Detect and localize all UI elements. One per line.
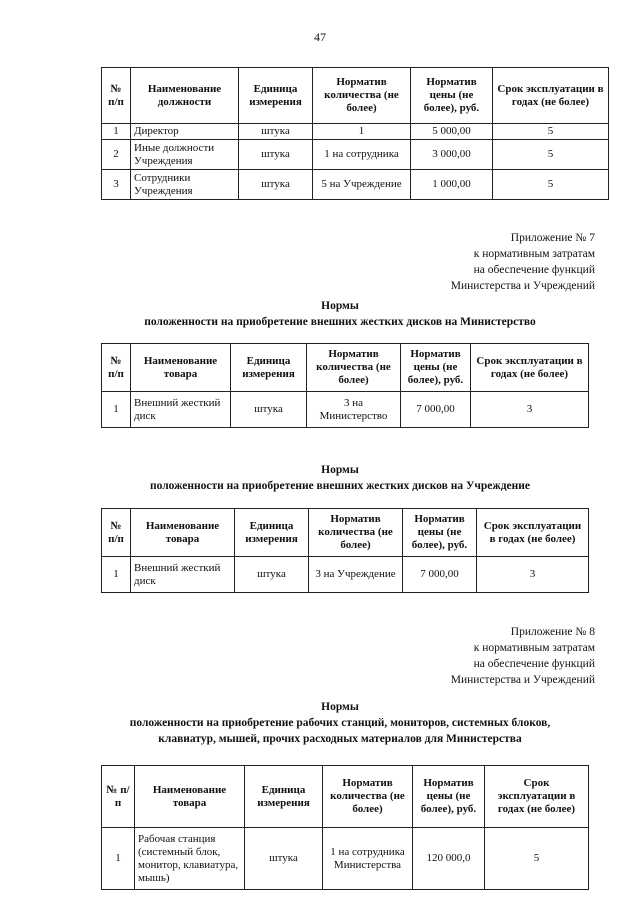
header-cell: Срок эксплуатации в годах (не более) — [485, 766, 589, 828]
page-number: 47 — [314, 30, 326, 44]
table-cell: 1 — [313, 124, 411, 140]
section-heading-ministry-disks — [60, 298, 620, 330]
section-heading-workstations — [60, 699, 620, 747]
heading-line: положенности на приобретение рабочих станций, мониторов, системных блоков, — [129, 717, 551, 729]
table-header-row — [102, 509, 589, 557]
table-cell: 5 — [493, 140, 609, 170]
appendix-7 — [451, 230, 595, 294]
appendix-line: Министерства и Учреждений — [450, 674, 595, 686]
appendix-line: на обеспечение функций — [473, 658, 595, 670]
table-cell: 3 — [471, 392, 589, 428]
table-cell: 1 на сотрудника — [313, 140, 411, 170]
header-cell: Норматив цены (не более), руб. — [403, 509, 477, 557]
table-cell: Внешний жесткий диск — [131, 557, 235, 593]
table-cell: 1 на сотрудника Министерства — [323, 828, 413, 890]
table-header-row — [102, 344, 589, 392]
header-cell: Единица измерения — [239, 68, 313, 124]
table-ministry-disks — [101, 343, 589, 428]
table-cell: 1 — [102, 392, 131, 428]
heading-line: Нормы — [321, 300, 359, 312]
table-header-row — [102, 766, 589, 828]
header-cell: Единица измерения — [235, 509, 309, 557]
table-row — [102, 124, 609, 140]
table-cell: штука — [239, 124, 313, 140]
header-cell: Наименование товара — [135, 766, 245, 828]
table-cell: 5 000,00 — [411, 124, 493, 140]
table-cell: 5 на Учреждение — [313, 170, 411, 200]
header-cell: Норматив количества (не более) — [323, 766, 413, 828]
table-cell: 2 — [102, 140, 131, 170]
appendix-line: к нормативным затратам — [473, 248, 595, 260]
header-cell: № п/п — [102, 766, 135, 828]
header-cell: № п/п — [102, 509, 131, 557]
table-cell: 5 — [485, 828, 589, 890]
header-cell: Норматив количества (не более) — [309, 509, 403, 557]
table-cell: Иные должности Учреждения — [131, 140, 239, 170]
table-cell: штука — [231, 392, 307, 428]
appendix-line: на обеспечение функций — [473, 264, 595, 276]
table-cell: 1 000,00 — [411, 170, 493, 200]
header-cell: Норматив цены (не более), руб. — [401, 344, 471, 392]
table-cell: 7 000,00 — [403, 557, 477, 593]
table-cell: 3 на Учреждение — [309, 557, 403, 593]
table-cell: 1 — [102, 828, 135, 890]
header-cell: Норматив цены (не более), руб. — [413, 766, 485, 828]
table-header-row — [102, 68, 609, 124]
header-cell: Наименование товара — [131, 344, 231, 392]
table-row — [102, 170, 609, 200]
appendix-line: Приложение № 7 — [510, 232, 595, 244]
appendix-line: Министерства и Учреждений — [450, 280, 595, 292]
table-cell: штука — [239, 170, 313, 200]
header-cell: Единица измерения — [231, 344, 307, 392]
header-cell: Срок эксплуатации в годах (не более) — [493, 68, 609, 124]
heading-line: Нормы — [321, 464, 359, 476]
table-cell: 3 на Министерство — [307, 392, 401, 428]
appendix-line: Приложение № 8 — [510, 626, 595, 638]
table-cell: 120 000,0 — [413, 828, 485, 890]
header-cell: Срок эксплуатации в годах (не более) — [477, 509, 589, 557]
appendix-8 — [451, 624, 595, 688]
table-cell: 5 — [493, 170, 609, 200]
heading-line: клавиатур, мышей, прочих расходных материалов для Министерства — [158, 733, 522, 745]
header-cell: Единица измерения — [245, 766, 323, 828]
appendix-line: к нормативным затратам — [473, 642, 595, 654]
table-cell: 1 — [102, 124, 131, 140]
table-institution-disks — [101, 508, 589, 593]
header-cell: № п/п — [102, 344, 131, 392]
header-cell: Наименование товара — [131, 509, 235, 557]
table-cell: 3 000,00 — [411, 140, 493, 170]
table-cell: 7 000,00 — [401, 392, 471, 428]
header-cell: № п/п — [102, 68, 131, 124]
table-row — [102, 140, 609, 170]
table-cell: Внешний жесткий диск — [131, 392, 231, 428]
table-row — [102, 557, 589, 593]
header-cell: Норматив количества (не более) — [313, 68, 411, 124]
table-cell: 3 — [477, 557, 589, 593]
heading-line: положенности на приобретение внешних жестких дисков на Министерство — [144, 316, 536, 328]
table-cell: Директор — [131, 124, 239, 140]
header-cell: Норматив количества (не более) — [307, 344, 401, 392]
table-cell: Сотрудники Учреждения — [131, 170, 239, 200]
table-cell: 5 — [493, 124, 609, 140]
heading-line: Нормы — [321, 701, 359, 713]
table-workstations — [101, 765, 589, 890]
table-cell: 1 — [102, 557, 131, 593]
section-heading-institution-disks — [60, 462, 620, 494]
table-cell: 3 — [102, 170, 131, 200]
heading-line: положенности на приобретение внешних жестких дисков на Учреждение — [149, 480, 531, 492]
table-positions — [101, 67, 609, 200]
table-cell: штука — [245, 828, 323, 890]
header-cell: Норматив цены (не более), руб. — [411, 68, 493, 124]
table-row — [102, 828, 589, 890]
table-row — [102, 392, 589, 428]
header-cell: Срок эксплуатации в годах (не более) — [471, 344, 589, 392]
header-cell: Наименование должности — [131, 68, 239, 124]
table-cell: штука — [235, 557, 309, 593]
table-cell: штука — [239, 140, 313, 170]
table-cell: Рабочая станция (системный блок, монитор, клавиатура, мышь) — [135, 828, 245, 890]
